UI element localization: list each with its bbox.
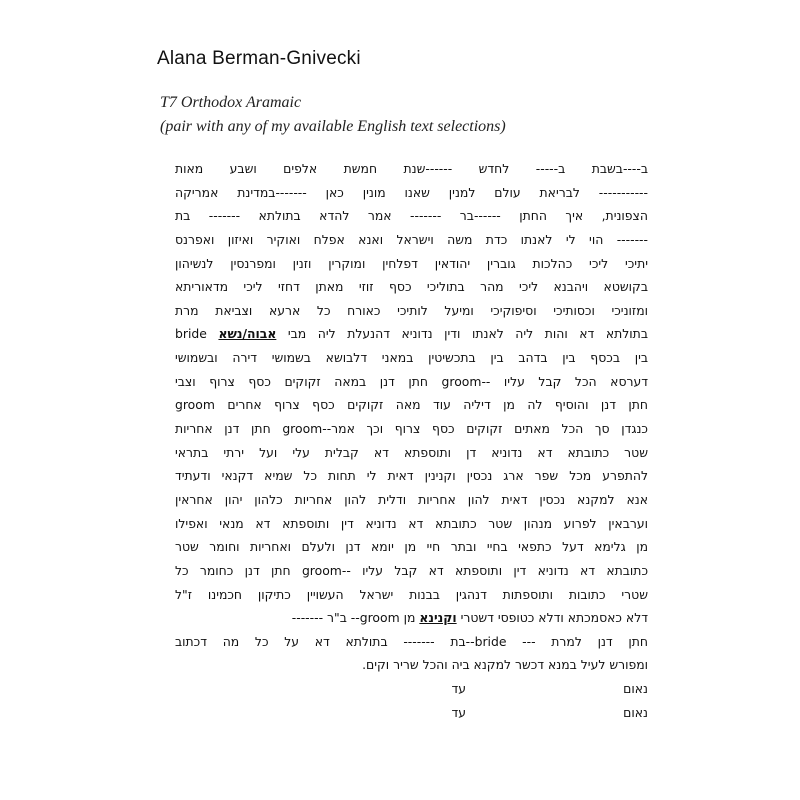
text-line: כתובתא דא נדוניא דין ותוספתא דא קבל עליו --groom חתן דנן כחומר כל (175, 562, 648, 578)
text-line: בקושטא ויהבנא ליכי מהר בתוליכי כסף זוזי מאתן דחזי ליכי מדאוריתא (175, 279, 648, 295)
text-line: מן גלימא דעל כתפאי בחיי ובתר חיי מן יומא דנן ולעלם ואחריות וחומר שטר (175, 539, 648, 555)
text-line: להתפרע מכל שפר ארג נכסין וקנינין דאית לי תחות כל שמיא דקנאי ודעתיד (175, 468, 648, 484)
witness-ed: עד (451, 705, 466, 720)
underlined-term: וקנינא (419, 610, 457, 626)
text-line: חתן דנן למרת --- bride--בת ------- בתולתא דא על כל מה דכתוב (175, 633, 649, 649)
witness-line (175, 701, 648, 725)
text-line: וערבאין לפרוע מנהון שטר כתובתא דא נדוניא דין ותוספתא דא מנאי ואפילו (175, 515, 648, 531)
underlined-term: אבוה/נשא (218, 326, 277, 342)
line-part: bride בתולתא דא והות ליה לאנתו ודין נדוניא דהנעלת ליה מבי (175, 326, 648, 342)
text-line: כנגדן סך הכל מאתים זקוקים כסף צרוף וכך אמר--groom חתן דנן אחריות (175, 421, 648, 437)
text-line: אנא למקנא נכסין דאית להון אחריות ודלית להון אחריות כלהון יהון אחראין (175, 491, 648, 507)
line-part: דלא כאסמכתא ודלא כטופסי דשטרי (456, 610, 648, 626)
text-line: בין בכסף בין בדהב בין בתכשיטין במאני דלבושא בשמושי דירה ובשמושי (175, 350, 648, 366)
text-line: ומזוניכי וכסותיכי וסיפוקיכי ומיעל לותיכי כאורח כל ארעא וצביאת מרת (175, 302, 648, 318)
text-line: דערסא הכל קבל עליו --groom חתן דנן במאה זקוקים כסף צרוף וצבי (175, 373, 649, 389)
witness-label: נאום (623, 705, 648, 720)
text-line: ------- הוי לי לאנתו כדת משה וישראל ואנא אפלח ואוקיר ואיזון ואפרנס (175, 231, 648, 247)
text-line (175, 606, 648, 630)
text-line: שטרי כתובות ותוספתות דנהגין בבנות ישראל העשויין כתיקון חכמינו ז"ל (175, 586, 648, 602)
author-name: Alana Berman-Gnivecki (157, 48, 361, 69)
text-line: ----------- לבריאת עולם למנין שאנו מונין כאן -------במדינת אמריקה (175, 184, 648, 200)
witness-label: נאום (623, 681, 648, 696)
pairing-note: (pair with any of my available English text selections) (160, 118, 506, 135)
text-title: T7 Orthodox Aramaic (160, 94, 302, 111)
ketubah-text (175, 157, 649, 720)
line-part: מן groom-- ב"ר ------- (291, 610, 420, 626)
text-line: ב----בשבת ב----- לחדש ------שנת חמשת אלפים ושבע מאות (175, 161, 648, 176)
text-line: groom חתן דנן והוסיף לה מן דיליה עוד מאה זקוקים כסף צרוף אחרים (175, 397, 648, 413)
text-line: הצפונית, איך החתן ------בר ------- אמר להדא בתולתא ------- בת (175, 208, 648, 224)
text-line: ומפורש לעיל במנא דכשר למקנא ביה והכל שריר וקים. (362, 657, 648, 673)
text-line: יתיכי ליכי כהלכות גוברין יהודאין דפלחין ומוקרין וזנין ומפרנסין לנשיהון (175, 255, 648, 271)
text-line (175, 322, 648, 346)
text-line: שטר כתובתא דא נדוניא דן ותוספתא דא קבלית עלי ועל ירתי בתראי (175, 444, 648, 460)
witness-line (175, 677, 648, 701)
witness-ed: עד (451, 681, 466, 696)
